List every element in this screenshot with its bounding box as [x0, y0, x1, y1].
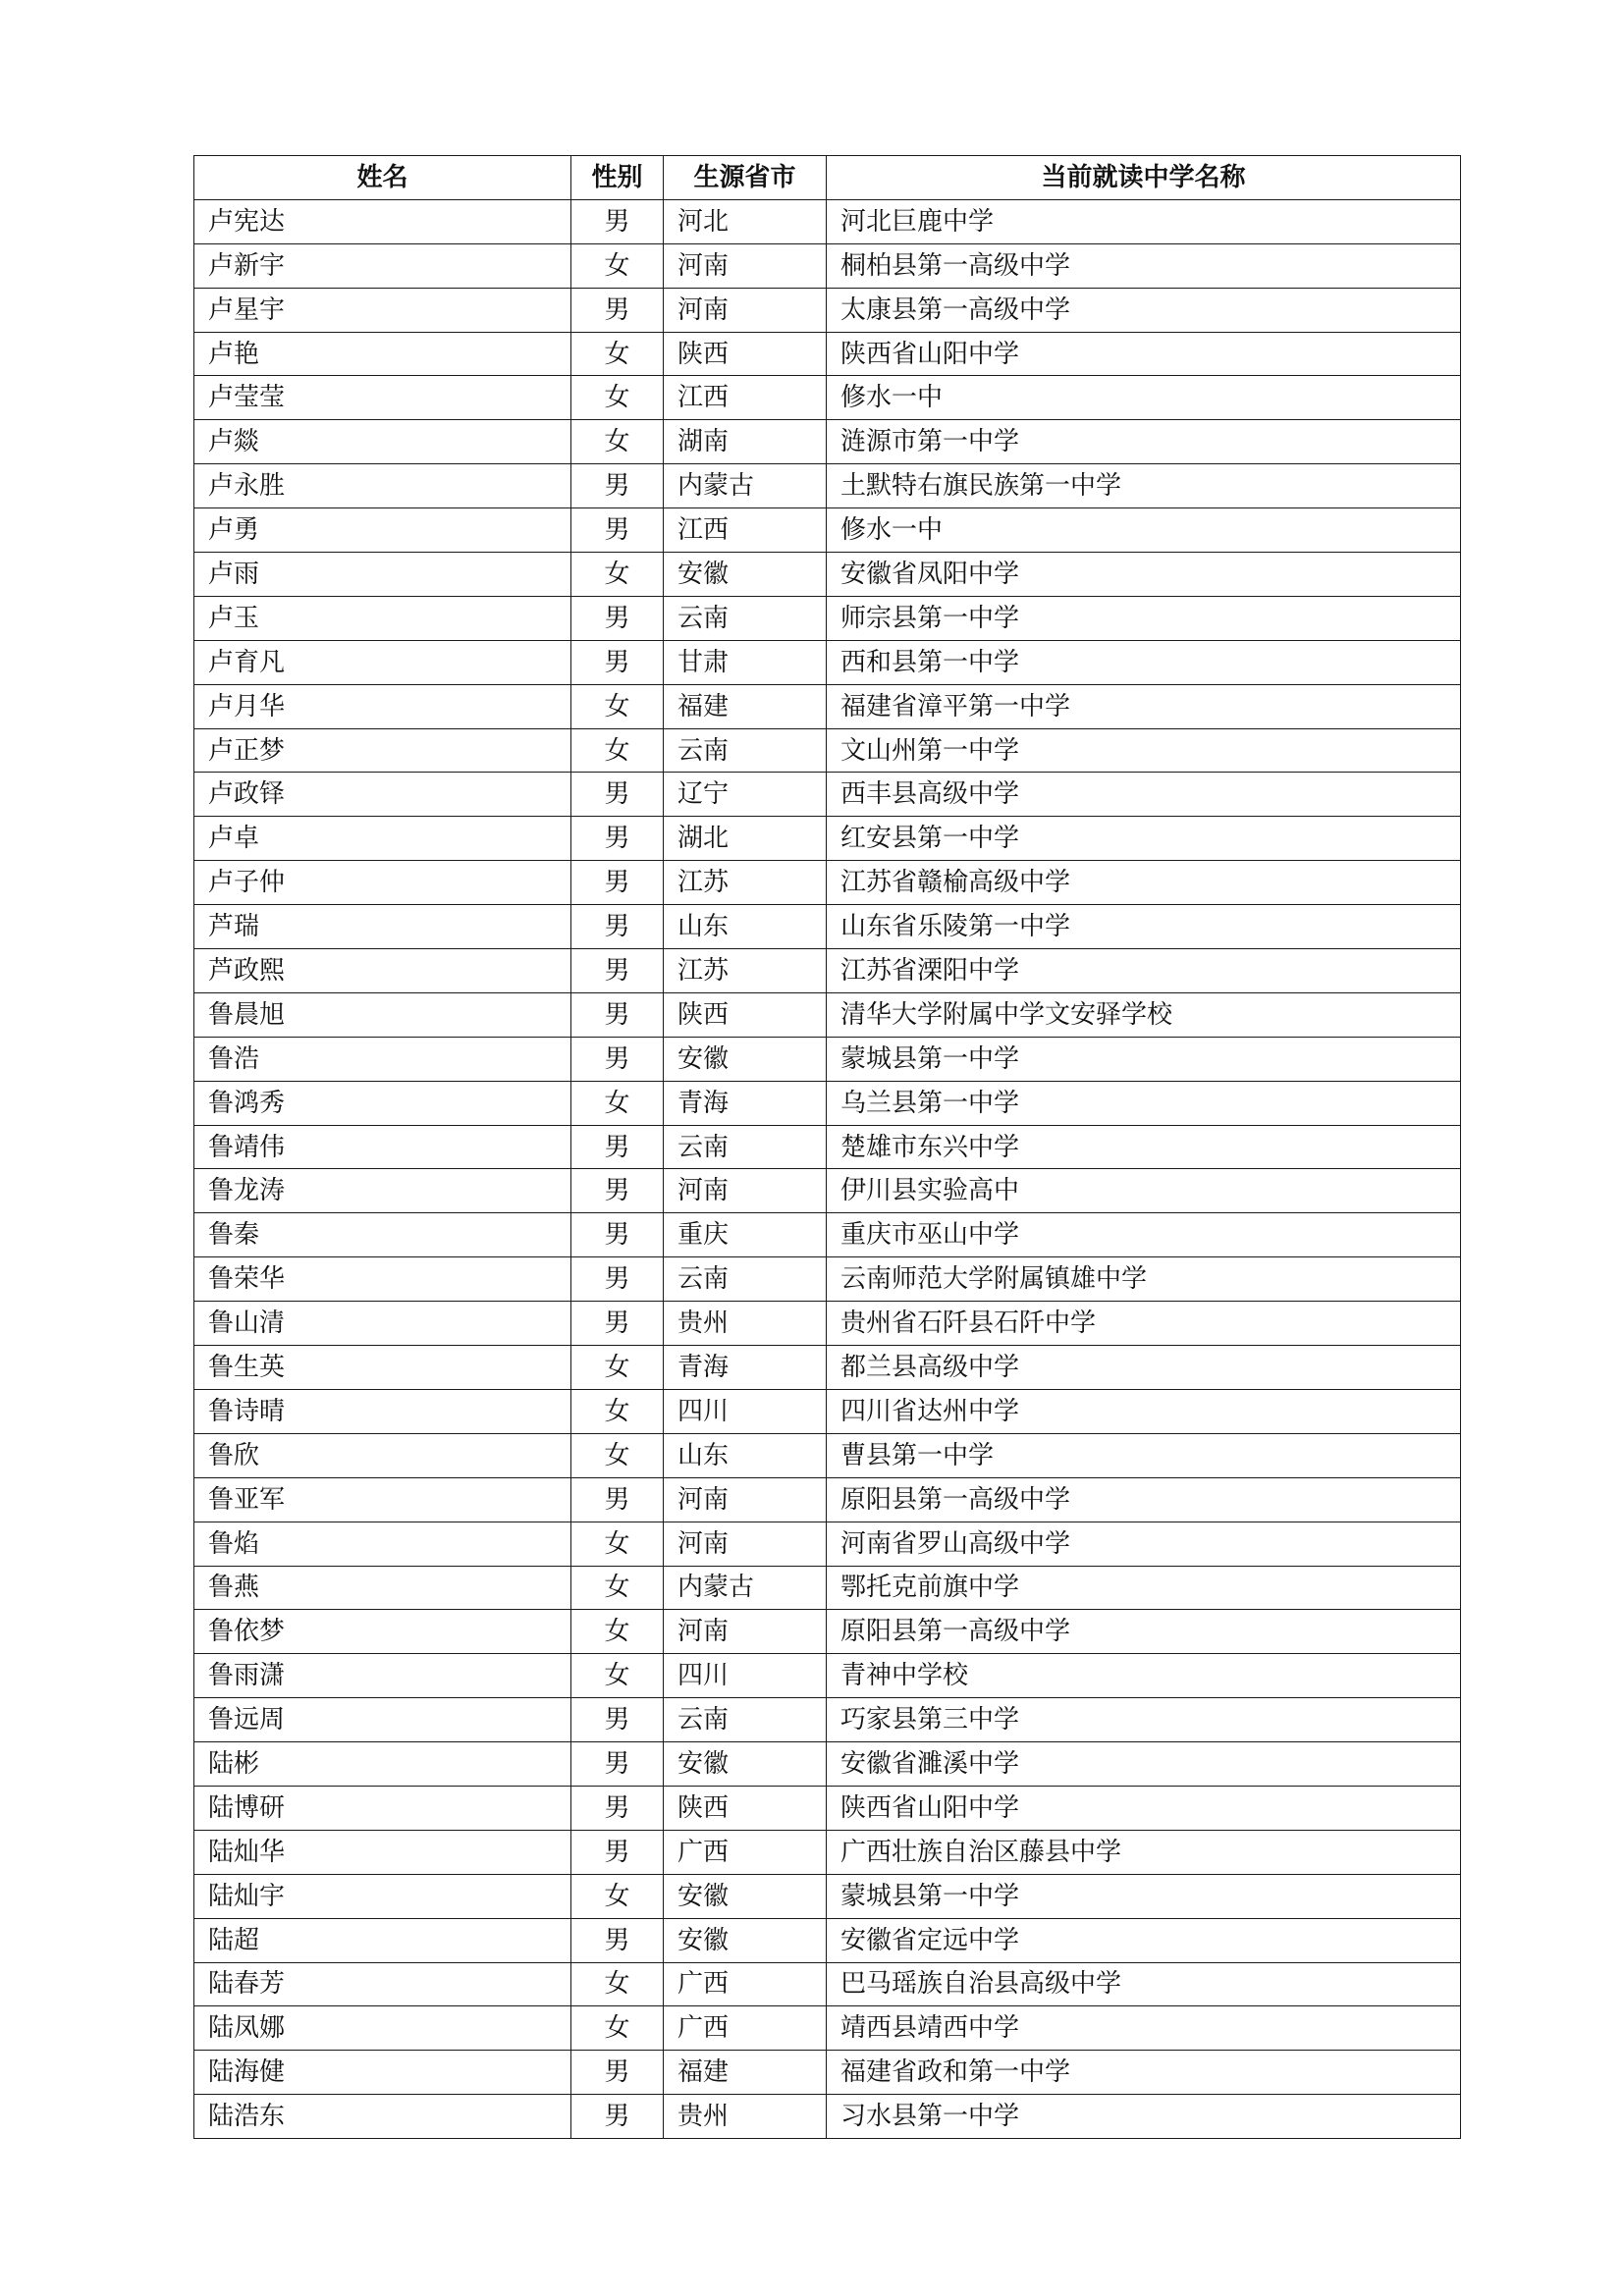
province-cell: 甘肃	[664, 640, 827, 684]
gender-cell: 男	[571, 992, 664, 1037]
school-cell: 福建省政和第一中学	[827, 2051, 1461, 2095]
table-row	[194, 2006, 1461, 2051]
header-name: 姓名	[194, 156, 571, 200]
school-cell: 巴马瑶族自治县高级中学	[827, 1962, 1461, 2006]
school-cell: 伊川县实验高中	[827, 1169, 1461, 1213]
province-cell: 山东	[664, 905, 827, 949]
student-name-cell: 鲁焰	[194, 1522, 571, 1566]
student-name-cell: 卢星宇	[194, 288, 571, 332]
student-name-cell: 鲁龙涛	[194, 1169, 571, 1213]
gender-cell: 男	[571, 861, 664, 905]
school-cell: 重庆市巫山中学	[827, 1213, 1461, 1257]
province-cell: 山东	[664, 1433, 827, 1477]
gender-cell: 女	[571, 1566, 664, 1610]
student-name-cell: 鲁浩	[194, 1037, 571, 1081]
student-name-cell: 卢勇	[194, 508, 571, 553]
school-cell: 师宗县第一中学	[827, 596, 1461, 640]
gender-cell: 男	[571, 1477, 664, 1522]
gender-cell: 女	[571, 1346, 664, 1390]
student-name-cell: 陆灿华	[194, 1830, 571, 1874]
gender-cell: 男	[571, 1257, 664, 1302]
student-name-cell: 陆海健	[194, 2051, 571, 2095]
student-name-cell: 卢玉	[194, 596, 571, 640]
student-name-cell: 芦瑞	[194, 905, 571, 949]
school-cell: 都兰县高级中学	[827, 1346, 1461, 1390]
table-row	[194, 992, 1461, 1037]
province-cell: 江苏	[664, 861, 827, 905]
student-name-cell: 陆灿宇	[194, 1874, 571, 1918]
table-row	[194, 243, 1461, 288]
table-row	[194, 2095, 1461, 2139]
school-cell: 安徽省定远中学	[827, 1918, 1461, 1962]
student-name-cell: 卢育凡	[194, 640, 571, 684]
school-cell: 福建省漳平第一中学	[827, 684, 1461, 728]
table-row	[194, 1125, 1461, 1169]
school-cell: 山东省乐陵第一中学	[827, 905, 1461, 949]
province-cell: 安徽	[664, 1037, 827, 1081]
school-cell: 鄂托克前旗中学	[827, 1566, 1461, 1610]
school-cell: 修水一中	[827, 508, 1461, 553]
province-cell: 内蒙古	[664, 464, 827, 508]
table-header	[194, 156, 1461, 200]
province-cell: 河南	[664, 1477, 827, 1522]
gender-cell: 男	[571, 1037, 664, 1081]
province-cell: 河南	[664, 288, 827, 332]
student-name-cell: 陆彬	[194, 1742, 571, 1787]
province-cell: 四川	[664, 1389, 827, 1433]
table-row	[194, 332, 1461, 376]
gender-cell: 男	[571, 949, 664, 993]
gender-cell: 男	[571, 1830, 664, 1874]
school-cell: 巧家县第三中学	[827, 1698, 1461, 1742]
province-cell: 福建	[664, 684, 827, 728]
school-cell: 土默特右旗民族第一中学	[827, 464, 1461, 508]
gender-cell: 男	[571, 288, 664, 332]
school-cell: 涟源市第一中学	[827, 420, 1461, 464]
gender-cell: 女	[571, 1522, 664, 1566]
table-row	[194, 1302, 1461, 1346]
student-name-cell: 鲁荣华	[194, 1257, 571, 1302]
province-cell: 陕西	[664, 1786, 827, 1830]
gender-cell: 男	[571, 1918, 664, 1962]
table-row	[194, 1257, 1461, 1302]
student-name-cell: 卢永胜	[194, 464, 571, 508]
gender-cell: 女	[571, 1962, 664, 2006]
school-cell: 四川省达州中学	[827, 1389, 1461, 1433]
school-cell: 桐柏县第一高级中学	[827, 243, 1461, 288]
gender-cell: 男	[571, 1213, 664, 1257]
province-cell: 云南	[664, 728, 827, 773]
province-cell: 河南	[664, 243, 827, 288]
table-row	[194, 728, 1461, 773]
table-row	[194, 640, 1461, 684]
school-cell: 乌兰县第一中学	[827, 1081, 1461, 1125]
student-name-cell: 鲁燕	[194, 1566, 571, 1610]
gender-cell: 女	[571, 553, 664, 597]
student-name-cell: 卢卓	[194, 817, 571, 861]
gender-cell: 女	[571, 1874, 664, 1918]
gender-cell: 女	[571, 420, 664, 464]
student-name-cell: 陆春芳	[194, 1962, 571, 2006]
school-cell: 江苏省赣榆高级中学	[827, 861, 1461, 905]
student-roster-table	[193, 155, 1461, 2139]
header-gender: 性别	[571, 156, 664, 200]
student-name-cell: 卢子仲	[194, 861, 571, 905]
province-cell: 云南	[664, 596, 827, 640]
school-cell: 贵州省石阡县石阡中学	[827, 1302, 1461, 1346]
province-cell: 安徽	[664, 1918, 827, 1962]
gender-cell: 男	[571, 1786, 664, 1830]
gender-cell: 男	[571, 817, 664, 861]
table-row	[194, 1742, 1461, 1787]
table-row	[194, 1081, 1461, 1125]
table-row	[194, 1830, 1461, 1874]
student-name-cell: 陆浩东	[194, 2095, 571, 2139]
student-name-cell: 鲁亚军	[194, 1477, 571, 1522]
gender-cell: 女	[571, 1081, 664, 1125]
student-name-cell: 卢月华	[194, 684, 571, 728]
school-cell: 安徽省凤阳中学	[827, 553, 1461, 597]
school-cell: 西和县第一中学	[827, 640, 1461, 684]
table-row	[194, 376, 1461, 420]
header-province: 生源省市	[664, 156, 827, 200]
gender-cell: 男	[571, 199, 664, 243]
province-cell: 河南	[664, 1169, 827, 1213]
school-cell: 文山州第一中学	[827, 728, 1461, 773]
header-row	[194, 156, 1461, 200]
province-cell: 广西	[664, 2006, 827, 2051]
gender-cell: 男	[571, 464, 664, 508]
gender-cell: 女	[571, 243, 664, 288]
gender-cell: 男	[571, 1742, 664, 1787]
school-cell: 靖西县靖西中学	[827, 2006, 1461, 2051]
gender-cell: 女	[571, 1389, 664, 1433]
student-name-cell: 卢燚	[194, 420, 571, 464]
province-cell: 贵州	[664, 1302, 827, 1346]
school-cell: 安徽省濉溪中学	[827, 1742, 1461, 1787]
table-row	[194, 773, 1461, 817]
gender-cell: 男	[571, 2051, 664, 2095]
student-name-cell: 卢新宇	[194, 243, 571, 288]
table-row	[194, 1477, 1461, 1522]
student-name-cell: 芦政熙	[194, 949, 571, 993]
province-cell: 云南	[664, 1698, 827, 1742]
school-cell: 西丰县高级中学	[827, 773, 1461, 817]
school-cell: 河南省罗山高级中学	[827, 1522, 1461, 1566]
table-row	[194, 288, 1461, 332]
student-name-cell: 卢莹莹	[194, 376, 571, 420]
province-cell: 河北	[664, 199, 827, 243]
province-cell: 青海	[664, 1081, 827, 1125]
school-cell: 楚雄市东兴中学	[827, 1125, 1461, 1169]
province-cell: 青海	[664, 1346, 827, 1390]
gender-cell: 男	[571, 1125, 664, 1169]
student-name-cell: 陆博研	[194, 1786, 571, 1830]
province-cell: 广西	[664, 1962, 827, 2006]
school-cell: 太康县第一高级中学	[827, 288, 1461, 332]
province-cell: 四川	[664, 1654, 827, 1698]
province-cell: 湖北	[664, 817, 827, 861]
table-row	[194, 905, 1461, 949]
student-name-cell: 卢雨	[194, 553, 571, 597]
province-cell: 安徽	[664, 553, 827, 597]
province-cell: 湖南	[664, 420, 827, 464]
table-row	[194, 1786, 1461, 1830]
table-row	[194, 1874, 1461, 1918]
student-name-cell: 鲁欣	[194, 1433, 571, 1477]
table-row	[194, 861, 1461, 905]
table-body	[194, 199, 1461, 2138]
province-cell: 辽宁	[664, 773, 827, 817]
student-name-cell: 鲁依梦	[194, 1610, 571, 1654]
table-row	[194, 1169, 1461, 1213]
school-cell: 陕西省山阳中学	[827, 332, 1461, 376]
province-cell: 陕西	[664, 992, 827, 1037]
student-name-cell: 鲁远周	[194, 1698, 571, 1742]
province-cell: 内蒙古	[664, 1566, 827, 1610]
province-cell: 云南	[664, 1125, 827, 1169]
school-cell: 蒙城县第一中学	[827, 1874, 1461, 1918]
table-row	[194, 420, 1461, 464]
table-row	[194, 1213, 1461, 1257]
school-cell: 原阳县第一高级中学	[827, 1477, 1461, 1522]
gender-cell: 男	[571, 2095, 664, 2139]
table-row	[194, 1433, 1461, 1477]
province-cell: 河南	[664, 1610, 827, 1654]
school-cell: 青神中学校	[827, 1654, 1461, 1698]
school-cell: 清华大学附属中学文安驿学校	[827, 992, 1461, 1037]
student-name-cell: 卢艳	[194, 332, 571, 376]
student-name-cell: 鲁生英	[194, 1346, 571, 1390]
province-cell: 贵州	[664, 2095, 827, 2139]
table-row	[194, 949, 1461, 993]
school-cell: 云南师范大学附属镇雄中学	[827, 1257, 1461, 1302]
table-row	[194, 684, 1461, 728]
province-cell: 安徽	[664, 1742, 827, 1787]
table-row	[194, 508, 1461, 553]
student-name-cell: 卢政铎	[194, 773, 571, 817]
table-row	[194, 553, 1461, 597]
province-cell: 广西	[664, 1830, 827, 1874]
table-row	[194, 1654, 1461, 1698]
student-name-cell: 鲁山清	[194, 1302, 571, 1346]
gender-cell: 女	[571, 728, 664, 773]
school-cell: 习水县第一中学	[827, 2095, 1461, 2139]
school-cell: 广西壮族自治区藤县中学	[827, 1830, 1461, 1874]
gender-cell: 男	[571, 1169, 664, 1213]
gender-cell: 女	[571, 1433, 664, 1477]
province-cell: 江苏	[664, 949, 827, 993]
gender-cell: 女	[571, 1610, 664, 1654]
gender-cell: 女	[571, 376, 664, 420]
province-cell: 江西	[664, 376, 827, 420]
student-name-cell: 鲁秦	[194, 1213, 571, 1257]
table-row	[194, 1037, 1461, 1081]
gender-cell: 男	[571, 508, 664, 553]
gender-cell: 男	[571, 1302, 664, 1346]
province-cell: 陕西	[664, 332, 827, 376]
table-row	[194, 596, 1461, 640]
student-name-cell: 鲁雨潇	[194, 1654, 571, 1698]
table-row	[194, 817, 1461, 861]
gender-cell: 女	[571, 1654, 664, 1698]
gender-cell: 男	[571, 596, 664, 640]
school-cell: 曹县第一中学	[827, 1433, 1461, 1477]
table-row	[194, 2051, 1461, 2095]
school-cell: 红安县第一中学	[827, 817, 1461, 861]
gender-cell: 女	[571, 684, 664, 728]
gender-cell: 男	[571, 640, 664, 684]
province-cell: 福建	[664, 2051, 827, 2095]
student-name-cell: 陆凤娜	[194, 2006, 571, 2051]
province-cell: 江西	[664, 508, 827, 553]
gender-cell: 女	[571, 332, 664, 376]
student-name-cell: 鲁鸿秀	[194, 1081, 571, 1125]
student-name-cell: 卢正梦	[194, 728, 571, 773]
school-cell: 江苏省溧阳中学	[827, 949, 1461, 993]
table-row	[194, 1566, 1461, 1610]
school-cell: 原阳县第一高级中学	[827, 1610, 1461, 1654]
school-cell: 蒙城县第一中学	[827, 1037, 1461, 1081]
gender-cell: 男	[571, 1698, 664, 1742]
gender-cell: 女	[571, 2006, 664, 2051]
table-row	[194, 1918, 1461, 1962]
student-name-cell: 鲁晨旭	[194, 992, 571, 1037]
table-row	[194, 1389, 1461, 1433]
table-row	[194, 1962, 1461, 2006]
province-cell: 河南	[664, 1522, 827, 1566]
header-school: 当前就读中学名称	[827, 156, 1461, 200]
table-row	[194, 1346, 1461, 1390]
student-name-cell: 鲁诗晴	[194, 1389, 571, 1433]
province-cell: 云南	[664, 1257, 827, 1302]
gender-cell: 男	[571, 905, 664, 949]
table-row	[194, 1698, 1461, 1742]
table-row	[194, 464, 1461, 508]
province-cell: 安徽	[664, 1874, 827, 1918]
table-row	[194, 1522, 1461, 1566]
school-cell: 陕西省山阳中学	[827, 1786, 1461, 1830]
school-cell: 河北巨鹿中学	[827, 199, 1461, 243]
student-name-cell: 陆超	[194, 1918, 571, 1962]
student-name-cell: 卢宪达	[194, 199, 571, 243]
student-name-cell: 鲁靖伟	[194, 1125, 571, 1169]
school-cell: 修水一中	[827, 376, 1461, 420]
table-row	[194, 199, 1461, 243]
province-cell: 重庆	[664, 1213, 827, 1257]
table-row	[194, 1610, 1461, 1654]
gender-cell: 男	[571, 773, 664, 817]
